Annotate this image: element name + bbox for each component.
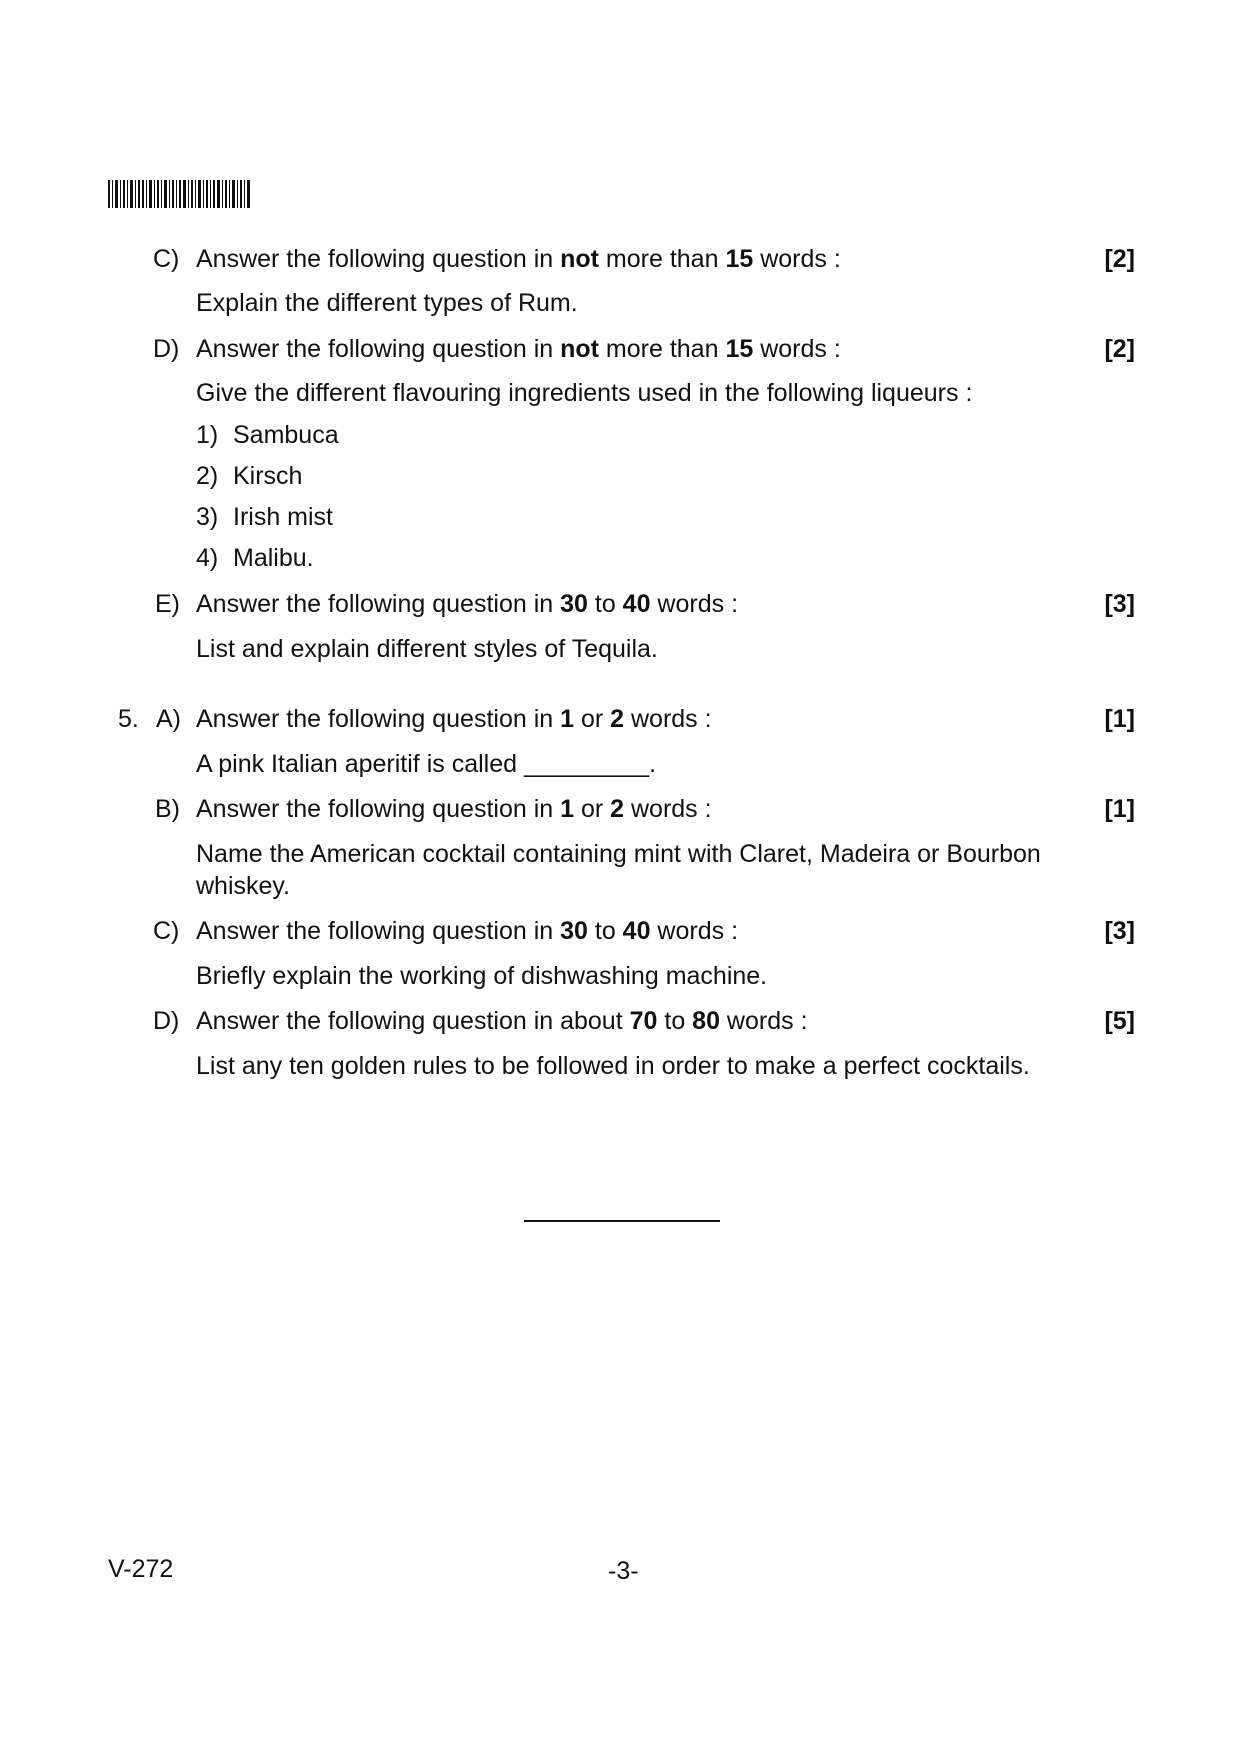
page-number: -3-: [608, 1557, 639, 1585]
question-label: D): [153, 1007, 180, 1035]
question-label: E): [155, 590, 180, 618]
question-text: List and explain different styles of Tequila.: [196, 635, 658, 663]
marks-badge: [5]: [1104, 1007, 1135, 1035]
marks-badge: [1]: [1104, 705, 1135, 733]
question-text: Name the American cocktail containing mint with Claret, Madeira or Bourbon whiskey.: [196, 840, 1041, 900]
question-instruction: Answer the following question in 1 or 2 words :: [196, 705, 712, 733]
question-instruction: Answer the following question in not more than 15 words :: [196, 335, 841, 363]
question-text: Briefly explain the working of dishwashing machine.: [196, 962, 768, 990]
question-text: List any ten golden rules to be followed in order to make a perfect cocktails.: [196, 1052, 1030, 1080]
question-label: C): [153, 917, 180, 945]
marks-badge: [3]: [1104, 917, 1135, 945]
question-instruction: Answer the following question in 1 or 2 words :: [196, 795, 712, 823]
marks-badge: [3]: [1104, 590, 1135, 618]
question-label: A): [156, 705, 181, 733]
question-text: Explain the different types of Rum.: [196, 289, 578, 317]
question-instruction: Answer the following question in about 70 to 80 words :: [196, 1007, 808, 1035]
list-item: Malibu.: [233, 544, 314, 572]
list-item: Sambuca: [233, 421, 339, 449]
marks-badge: [1]: [1104, 795, 1135, 823]
paper-code: V-272: [108, 1555, 174, 1583]
question-number: 5.: [118, 705, 139, 733]
list-item-number: 1): [196, 421, 219, 449]
question-label: C): [153, 245, 180, 273]
barcode-icon: [108, 180, 250, 208]
list-item-number: 2): [196, 462, 219, 490]
question-label: B): [155, 795, 180, 823]
list-item-number: 4): [196, 544, 219, 572]
list-item: Irish mist: [233, 503, 333, 531]
question-instruction: Answer the following question in 30 to 40 words :: [196, 917, 739, 945]
end-divider: [524, 1220, 720, 1222]
question-text: Give the different flavouring ingredients used in the following liqueurs :: [196, 379, 973, 407]
question-instruction: Answer the following question in 30 to 40 words :: [196, 590, 739, 618]
question-text: A pink Italian aperitif is called _________.: [196, 750, 657, 778]
question-instruction: Answer the following question in not more than 15 words :: [196, 245, 841, 273]
marks-badge: [2]: [1104, 335, 1135, 363]
marks-badge: [2]: [1104, 245, 1135, 273]
question-label: D): [153, 335, 180, 363]
list-item-number: 3): [196, 503, 219, 531]
list-item: Kirsch: [233, 462, 303, 490]
